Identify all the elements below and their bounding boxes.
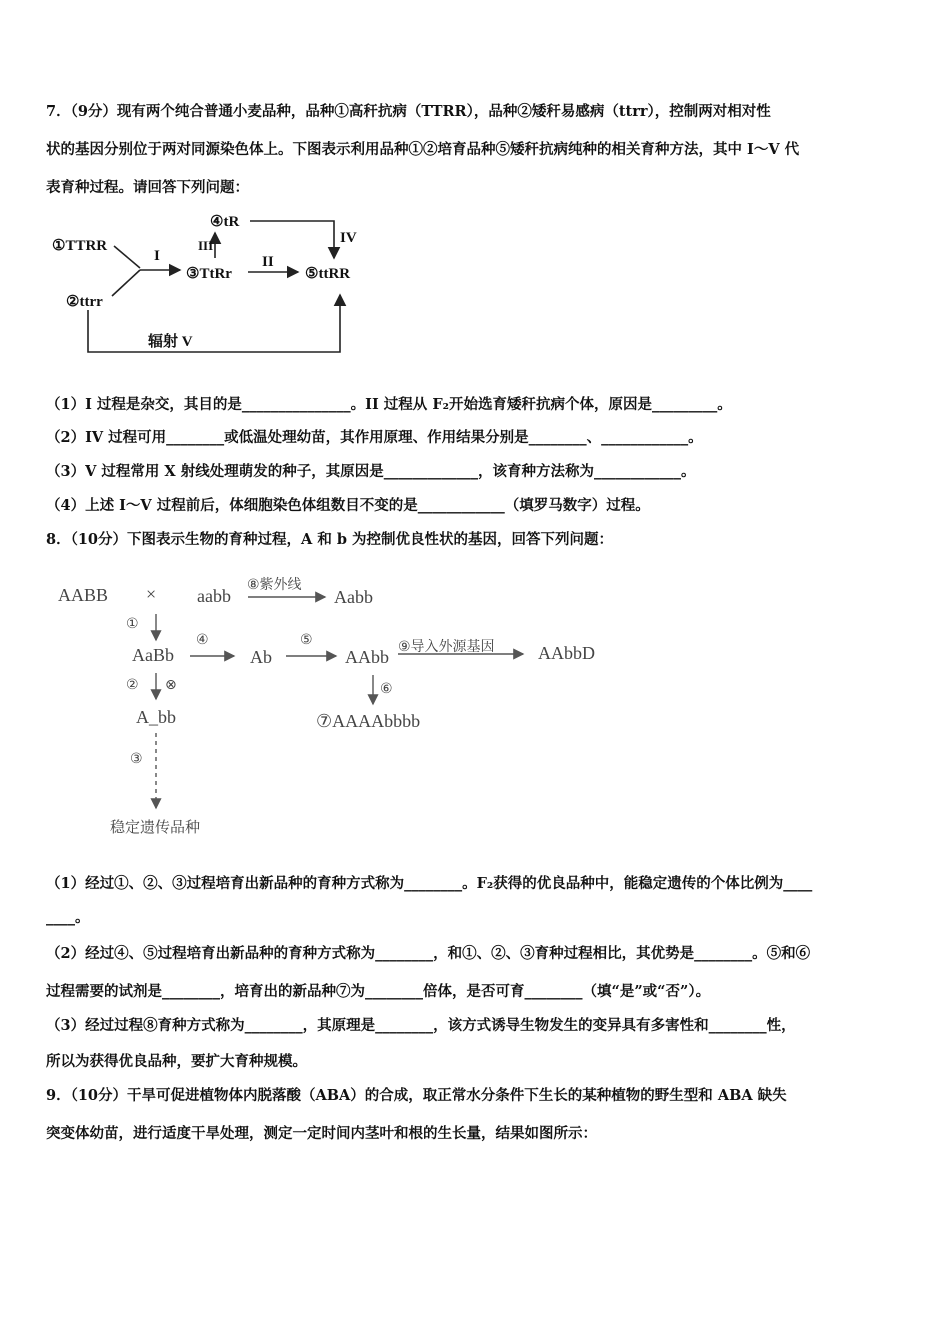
step-label-v: 辐射 V xyxy=(148,334,193,350)
selfing-symbol: ⊗ xyxy=(165,677,177,693)
node-ttrr-f1: ③TtRr xyxy=(186,266,232,282)
node-ttrr-target: ⑤ttRR xyxy=(305,266,351,282)
step-label-3: ③ xyxy=(130,751,143,767)
q8-sub-3-line-2: 所以为获得优良品种，要扩大育种规模。 xyxy=(46,1053,307,1070)
q8-sub-1-line-1: （1）经过①、②、③过程培育出新品种的育种方式称为________。F₂获得的优良品种中，能稳定遗传的个体比例为____ xyxy=(46,875,813,892)
q8-sub-2-line-1: （2）经过④、⑤过程培育出新品种的育种方式称为________，和①、②、③育种过程相比，其优势是________。⑤和⑥ xyxy=(46,945,811,962)
node-tr-gamete: ④tR xyxy=(210,214,240,230)
node-ttrr-parent-1: ①TTRR xyxy=(52,238,108,254)
node-aaaabbbb: ⑦AAAAbbbb xyxy=(316,711,421,731)
node-a-bb: A_bb xyxy=(136,707,176,727)
step-label-gene-transfer: ⑨导入外源基因 xyxy=(398,639,495,655)
q7-sub-4: （4）上述 I～V 过程前后，体细胞染色体组数目不变的是____________（填罗马数字）过程。 xyxy=(46,497,650,514)
q7-intro-line-1: 7．（9分）现有两个纯合普通小麦品种，品种①高秆抗病（TTRR），品种②矮秆易感病（ttrr），控制两对相对性 xyxy=(46,103,771,120)
node-aabb-diploid: AAbb xyxy=(345,647,389,667)
q8-sub-3-line-1: （3）经过过程⑧育种方式称为________，其原理是________，该方式诱导生物发生的变异具有多害性和________性， xyxy=(46,1017,796,1034)
q8-sub-1-line-2: ____。 xyxy=(46,909,90,926)
step-label-5: ⑤ xyxy=(300,632,313,648)
q7-sub-2: （2）IV 过程可用________或低温处理幼苗，其作用原理、作用结果分别是________、____________。 xyxy=(46,429,703,446)
q8-intro: 8．（10分）下图表示生物的育种过程，A 和 b 为控制优良性状的基因，回答下列问题： xyxy=(46,531,614,548)
step-label-2: ② xyxy=(126,677,139,693)
node-stable-variety: 稳定遗传品种 xyxy=(110,818,201,836)
q7-sub-1: （1）I 过程是杂交，其目的是_______________。II 过程从 F₂开始选育矮秆抗病个体，原因是_________。 xyxy=(46,396,732,413)
step-label-ii: II xyxy=(262,254,274,270)
node-aabb-big: AABB xyxy=(58,585,109,605)
q9-intro-line-1: 9．（10分）干旱可促进植物体内脱落酸（ABA）的合成，取正常水分条件下生长的某种植物的野生型和 ABA 缺失 xyxy=(46,1087,787,1104)
q7-intro-line-2: 状的基因分别位于两对同源染色体上。下图表示利用品种①②培育品种⑤矮秆抗病纯种的相关育种方法，其中 I～V 代 xyxy=(46,141,800,158)
cross-symbol: × xyxy=(146,584,157,604)
step-label-uv: ⑧紫外线 xyxy=(247,577,302,593)
step-label-1: ① xyxy=(126,616,139,632)
step-label-4: ④ xyxy=(196,632,209,648)
step-label-iv: IV xyxy=(340,230,357,246)
q8-sub-2-line-2: 过程需要的试剂是________，培育出的新品种⑦为________倍体，是否可育________（填“是”或“否”）。 xyxy=(46,983,711,1000)
node-ttrr-parent-2: ②ttrr xyxy=(66,294,103,310)
q9-intro-line-2: 突变体幼苗，进行适度干旱处理，测定一定时间内茎叶和根的生长量，结果如图所示： xyxy=(46,1125,597,1142)
node-aabb-f1: AaBb xyxy=(132,645,174,665)
node-aabb-mutant: Aabb xyxy=(334,587,373,607)
step-label-i: I xyxy=(154,248,160,264)
node-ab-haploid: Ab xyxy=(250,647,272,667)
step-label-6: ⑥ xyxy=(380,681,393,697)
q7-sub-3: （3）V 过程常用 X 射线处理萌发的种子，其原因是_____________，该育种方法称为____________。 xyxy=(46,463,696,480)
node-aabb-small: aabb xyxy=(197,586,231,606)
q7-intro-line-3: 表育种过程。请回答下列问题： xyxy=(46,179,249,196)
node-aabbd: AAbbD xyxy=(538,643,595,663)
step-label-iii: III xyxy=(198,238,214,253)
